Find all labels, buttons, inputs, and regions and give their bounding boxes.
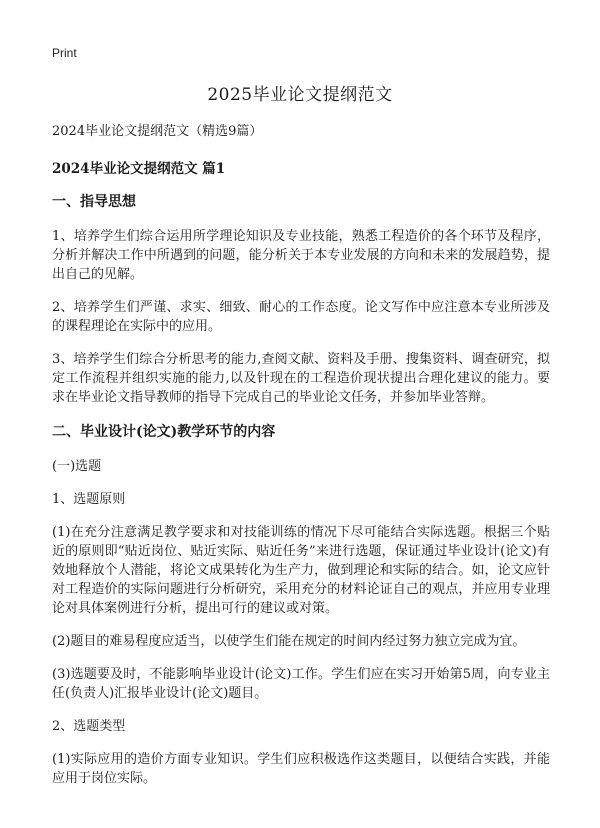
paragraph: (2)题目的难易程度应适当，以使学生们能在规定的时间内经过努力独立完成为宜。: [52, 634, 526, 649]
paragraph: 1、培养学生们综合运用所学理论知识及专业技能，熟悉工程造价的各个环节及程序，分析并解决工作中所遇到的问题，能分析关于本专业发展的方向和未来的发展趋势，提出自己的见解。: [52, 229, 550, 282]
subsection-selection-principles: 1、选题原则: [52, 492, 126, 507]
document-subtitle: 2024毕业论文提纲范文（精选9篇）: [52, 124, 263, 139]
paragraph: (1)在充分注意满足教学要求和对技能训练的情况下尽可能结合实际选题。根据三个贴近的原则即“贴近岗位、贴近实际、贴近任务”来进行选题，保证通过毕业设计(论文)有效地释放个人潜能，将论文成果转化为生产力，做到理论和实际的结合。如，论文应针对工程造价的实际问题进行分析研究，采用充分的材料论证自己的观点，并应用专业理论对具体案例进行分析，提出可行的建议或对策。: [52, 525, 550, 616]
document-title: 2025毕业论文提纲范文: [207, 85, 393, 105]
document-body: [52, 120, 550, 802]
section-heading-guiding-ideology: 一、指导思想: [52, 194, 136, 210]
paragraph: (3)选题要及时，不能影响毕业设计(论文)工作。学生们应在实习开始第5周，向专业主任(负责人)汇报毕业设计(论文)题目。: [52, 667, 550, 701]
article-heading: 2024毕业论文提纲范文 篇1: [52, 161, 226, 177]
paragraph: 3、培养学生们综合分析思考的能力,查阅文献、资料及手册、搜集资料、调查研究，拟定工作流程并组织实施的能力,以及针现在的工程造价现状提出合理化建议的能力。要求在毕业论文指导教师的指导下完成自己的毕业论文任务，并参加毕业答辩。: [52, 352, 550, 405]
subsection-topic-selection: (一)选题: [52, 459, 102, 474]
paragraph: (1)实际应用的造价方面专业知识。学生们应积极选作这类题目，以便结合实践，并能应用于岗位实际。: [52, 752, 550, 786]
print-label: Print: [52, 46, 77, 60]
subsection-topic-types: 2、选题类型: [52, 719, 126, 734]
section-heading-teaching-content: 二、毕业设计(论文)教学环节的内容: [52, 424, 276, 440]
paragraph: 2、培养学生们严谨、求实、细致、耐心的工作态度。论文写作中应注意本专业所涉及的课程理论在实际中的应用。: [52, 300, 550, 334]
